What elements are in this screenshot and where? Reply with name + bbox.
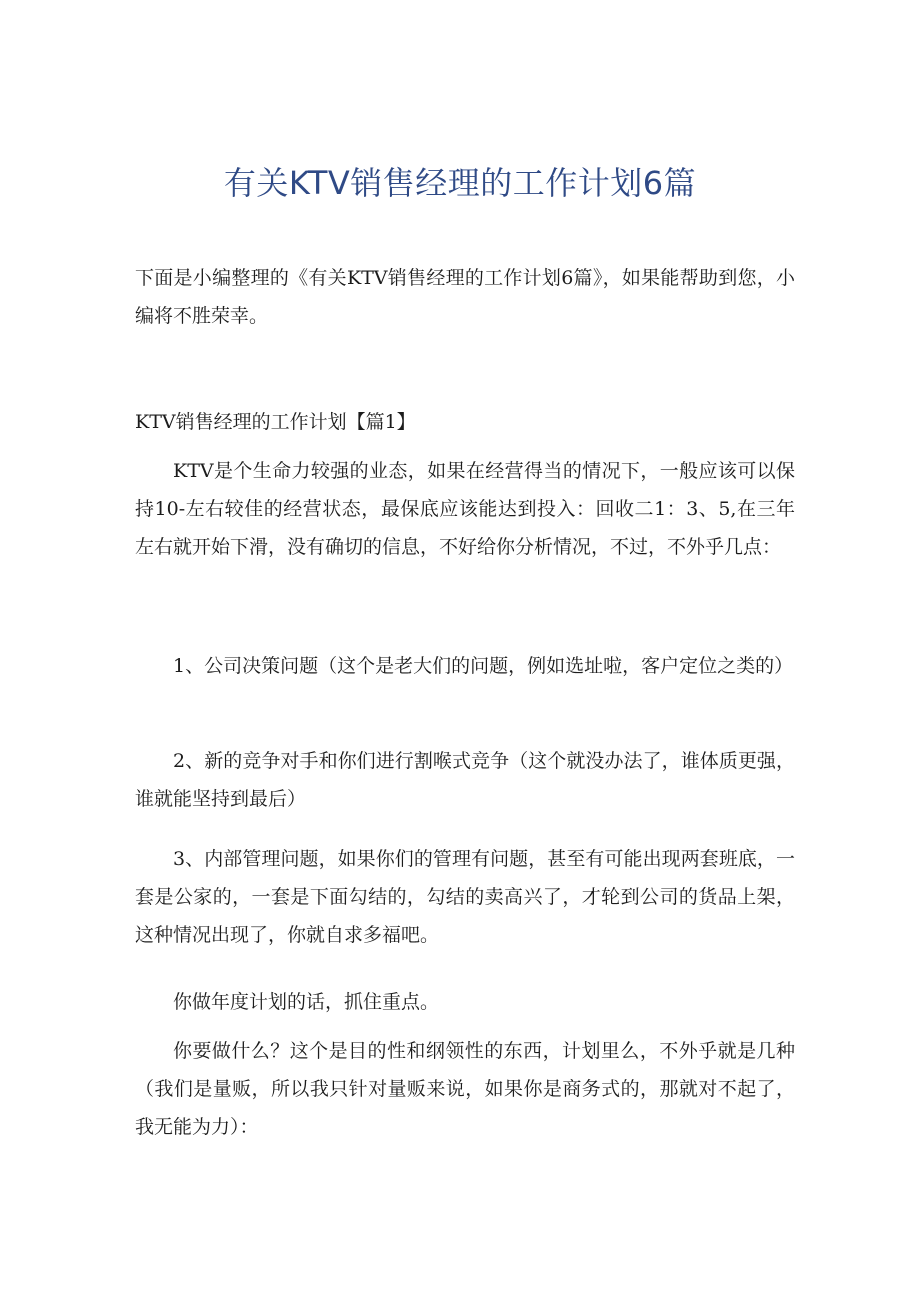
body-paragraph: 2、新的竞争对手和你们进行割喉式竞争（这个就没办法了，谁体质更强，谁就能坚持到最后）	[135, 750, 795, 810]
body-paragraph: 你要做什么？这个是目的性和纲领性的东西，计划里么，不外乎就是几种（我们是量贩，所以我只针对量贩来说，如果你是商务式的，那就对不起了，我无能为力）：	[135, 1040, 795, 1138]
body-paragraph: 你做年度计划的话，抓住重点。	[173, 991, 440, 1013]
body-paragraph: 1、公司决策问题（这个是老大们的问题，例如选址啦，客户定位之类的）	[173, 655, 794, 677]
section-heading: KTV销售经理的工作计划【篇1】	[135, 411, 416, 433]
body-paragraph: KTV是个生命力较强的业态，如果在经营得当的情况下，一般应该可以保持10-左右较佳的经营状态，最保底应该能达到投入：回收二1：3、5,在三年左右就开始下滑，没有确切的信息，不好给你分析情况，不过，不外乎几点：	[135, 460, 795, 558]
intro-paragraph: 下面是小编整理的《有关KTV销售经理的工作计划6篇》，如果能帮助到您，小编将不胜荣幸。	[135, 267, 795, 327]
body-paragraph: 3、内部管理问题，如果你们的管理有问题，甚至有可能出现两套班底，一套是公家的，一套是下面勾结的，勾结的卖高兴了，才轮到公司的货品上架，这种情况出现了，你就自求多福吧。	[135, 848, 795, 946]
document-title: 有关KTV销售经理的工作计划6篇	[223, 164, 697, 202]
